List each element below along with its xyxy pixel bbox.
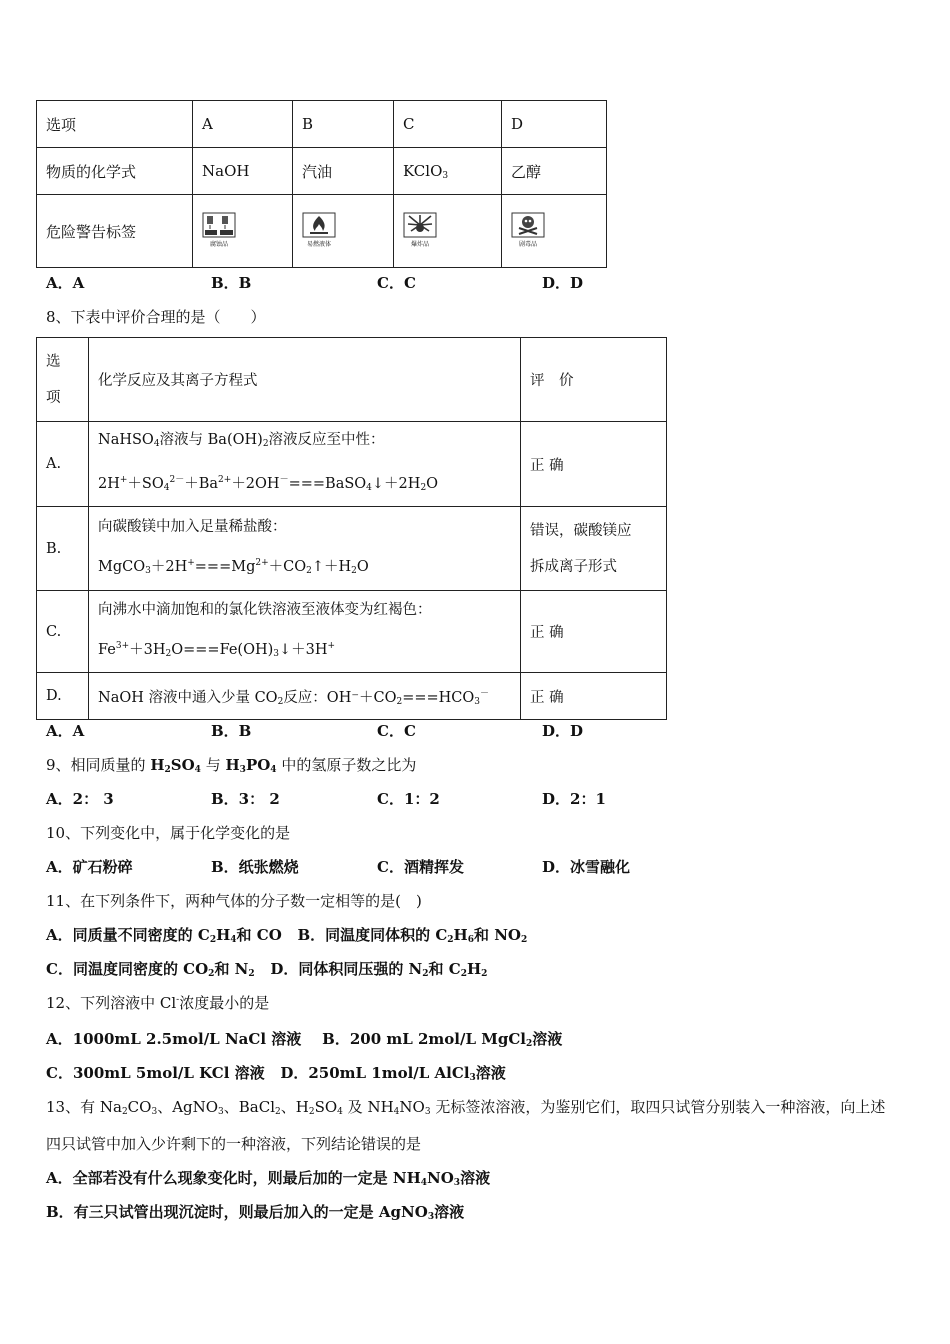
q10-option-c[interactable]: C．酒精挥发: [377, 858, 464, 876]
q11-options-cd[interactable]: C．同温度同密度的 $CO_2$和 $N_2$ D．同体积同压强的 $N_2$和 $C_2H_2$: [46, 960, 488, 979]
q7-header-c: C: [394, 101, 502, 148]
explosive-icon: 爆炸品: [403, 212, 437, 248]
q8-row-a-label: A.: [37, 422, 89, 507]
q9-option-d[interactable]: D．2：1: [542, 790, 606, 808]
q8-stem: 8、下表中评价合理的是（ ）: [46, 308, 266, 326]
q7-formula-b: 汽油: [293, 148, 394, 195]
q7-formula-c: KClO$_3$: [394, 148, 502, 195]
q7-header-b: B: [293, 101, 394, 148]
q13-stem-line1: 13、有 $Na_2CO_3$、AgNO$_3$、BaCl$_2$、$H_2SO_4$ 及 $NH_4NO_3$ 无标签浓溶液，为鉴别它们，取四只试管分别装入一种溶液，向上述: [46, 1098, 886, 1117]
q8-row-b: [37, 507, 667, 591]
q7-formula-label: 物质的化学式: [37, 148, 193, 195]
q12-stem: 12、下列溶液中 Cl-浓度最小的是: [46, 994, 270, 1012]
q9-option-c[interactable]: C．1：2: [377, 790, 440, 808]
q8-row-c-label: C.: [37, 591, 89, 673]
q7-warning-c: [394, 195, 502, 268]
q10-option-d[interactable]: D．冰雪融化: [542, 858, 631, 876]
q8-row-a-reaction: NaHSO$_4$溶液与 $Ba(OH)_2$溶液反应至中性： $2H^++SO_4^{2-}+Ba^{2+}+2OH^-===BaSO_4↓+2H_2O$: [89, 422, 521, 507]
q8-row-b-reaction: 向碳酸镁中加入足量稀盐酸： $MgCO_3+2H^+===Mg^{2+}+CO_2↑+H_2O$: [89, 507, 521, 591]
q8-table: [36, 337, 667, 720]
q13-option-a[interactable]: A．全部若没有什么现象变化时，则最后加的一定是 $NH_4NO_3$溶液: [46, 1169, 491, 1188]
q7-formula-a: NaOH: [193, 148, 293, 195]
q8-row-d-eval: 正 确: [521, 673, 667, 720]
q7-warning-b: [293, 195, 394, 268]
q9-option-a[interactable]: A．2： 3: [46, 790, 114, 808]
q7-header-option: 选项: [37, 101, 193, 148]
q7-formula-d: 乙醇: [502, 148, 607, 195]
q7-option-c[interactable]: C．C: [377, 274, 416, 292]
q7-header-d: D: [502, 101, 607, 148]
q8-row-d: [37, 673, 667, 720]
q8-row-c: [37, 591, 667, 673]
q7-table: [36, 100, 607, 268]
toxic-icon: 剧毒品: [511, 212, 545, 248]
q8-option-c[interactable]: C．C: [377, 722, 416, 740]
q8-header-reaction: 化学反应及其离子方程式: [89, 338, 521, 422]
q7-option-d[interactable]: D．D: [542, 274, 584, 292]
q7-header-a: A: [193, 101, 293, 148]
q8-row-b-label: B.: [37, 507, 89, 591]
q8-option-b[interactable]: B．B: [211, 722, 252, 740]
q8-option-d[interactable]: D．D: [542, 722, 584, 740]
q10-option-a[interactable]: A．矿石粉碎: [46, 858, 133, 876]
q10-stem: 10、下列变化中，属于化学变化的是: [46, 824, 291, 842]
q13-stem-line2: 四只试管中加入少许剩下的一种溶液，下列结论错误的是: [46, 1135, 422, 1153]
q10-option-b[interactable]: B．纸张燃烧: [211, 858, 299, 876]
q12-options-ab[interactable]: A．1000mL 2.5mol/L NaCl 溶液 B．200 mL 2mol/L MgCl$_2$溶液: [46, 1030, 563, 1049]
flammable-icon: 易燃液体: [302, 212, 336, 248]
q9-option-b[interactable]: B．3： 2: [211, 790, 280, 808]
q13-option-b[interactable]: B．有三只试管出现沉淀时，则最后加入的一定是 AgNO$_3$溶液: [46, 1203, 465, 1222]
q8-row-d-label: D.: [37, 673, 89, 720]
corrosive-icon: 腐蚀品: [202, 212, 236, 248]
q11-stem: 11、在下列条件下，两种气体的分子数一定相等的是( ): [46, 892, 422, 910]
q8-row-a-eval: 正 确: [521, 422, 667, 507]
q7-option-a[interactable]: A．A: [46, 274, 85, 292]
q8-option-a[interactable]: A．A: [46, 722, 85, 740]
q9-stem: 9、相同质量的 $H_2SO_4$ 与 $H_3PO_4$ 中的氢原子数之比为: [46, 756, 417, 775]
q7-option-b[interactable]: B．B: [211, 274, 252, 292]
q8-row-b-eval: 错误，碳酸镁应 拆成离子形式: [521, 507, 667, 591]
q7-warning-d: [502, 195, 607, 268]
q8-header-option: 选 项: [37, 338, 89, 422]
q8-header-eval: 评 价: [521, 338, 667, 422]
q8-row-c-eval: 正 确: [521, 591, 667, 673]
q11-options-ab[interactable]: A．同质量不同密度的 $C_2H_4$和 CO B．同温度同体积的 $C_2H_6$和 $NO_2$: [46, 926, 528, 945]
q8-row-d-reaction: NaOH 溶液中通入少量 $CO_2$反应：$OH^-+CO_2===HCO_3^-$: [89, 673, 521, 720]
q12-options-cd[interactable]: C．300mL 5mol/L KCl 溶液 D．250mL 1mol/L AlCl$_3$溶液: [46, 1064, 506, 1083]
q8-row-c-reaction: 向沸水中滴加饱和的氯化铁溶液至液体变为红褐色： $Fe^{3+}+3H_2O===Fe(OH)_3↓+3H^+$: [89, 591, 521, 673]
q8-row-a: [37, 422, 667, 507]
q7-warning-a: [193, 195, 293, 268]
q7-warning-label: 危险警告标签: [37, 195, 193, 268]
